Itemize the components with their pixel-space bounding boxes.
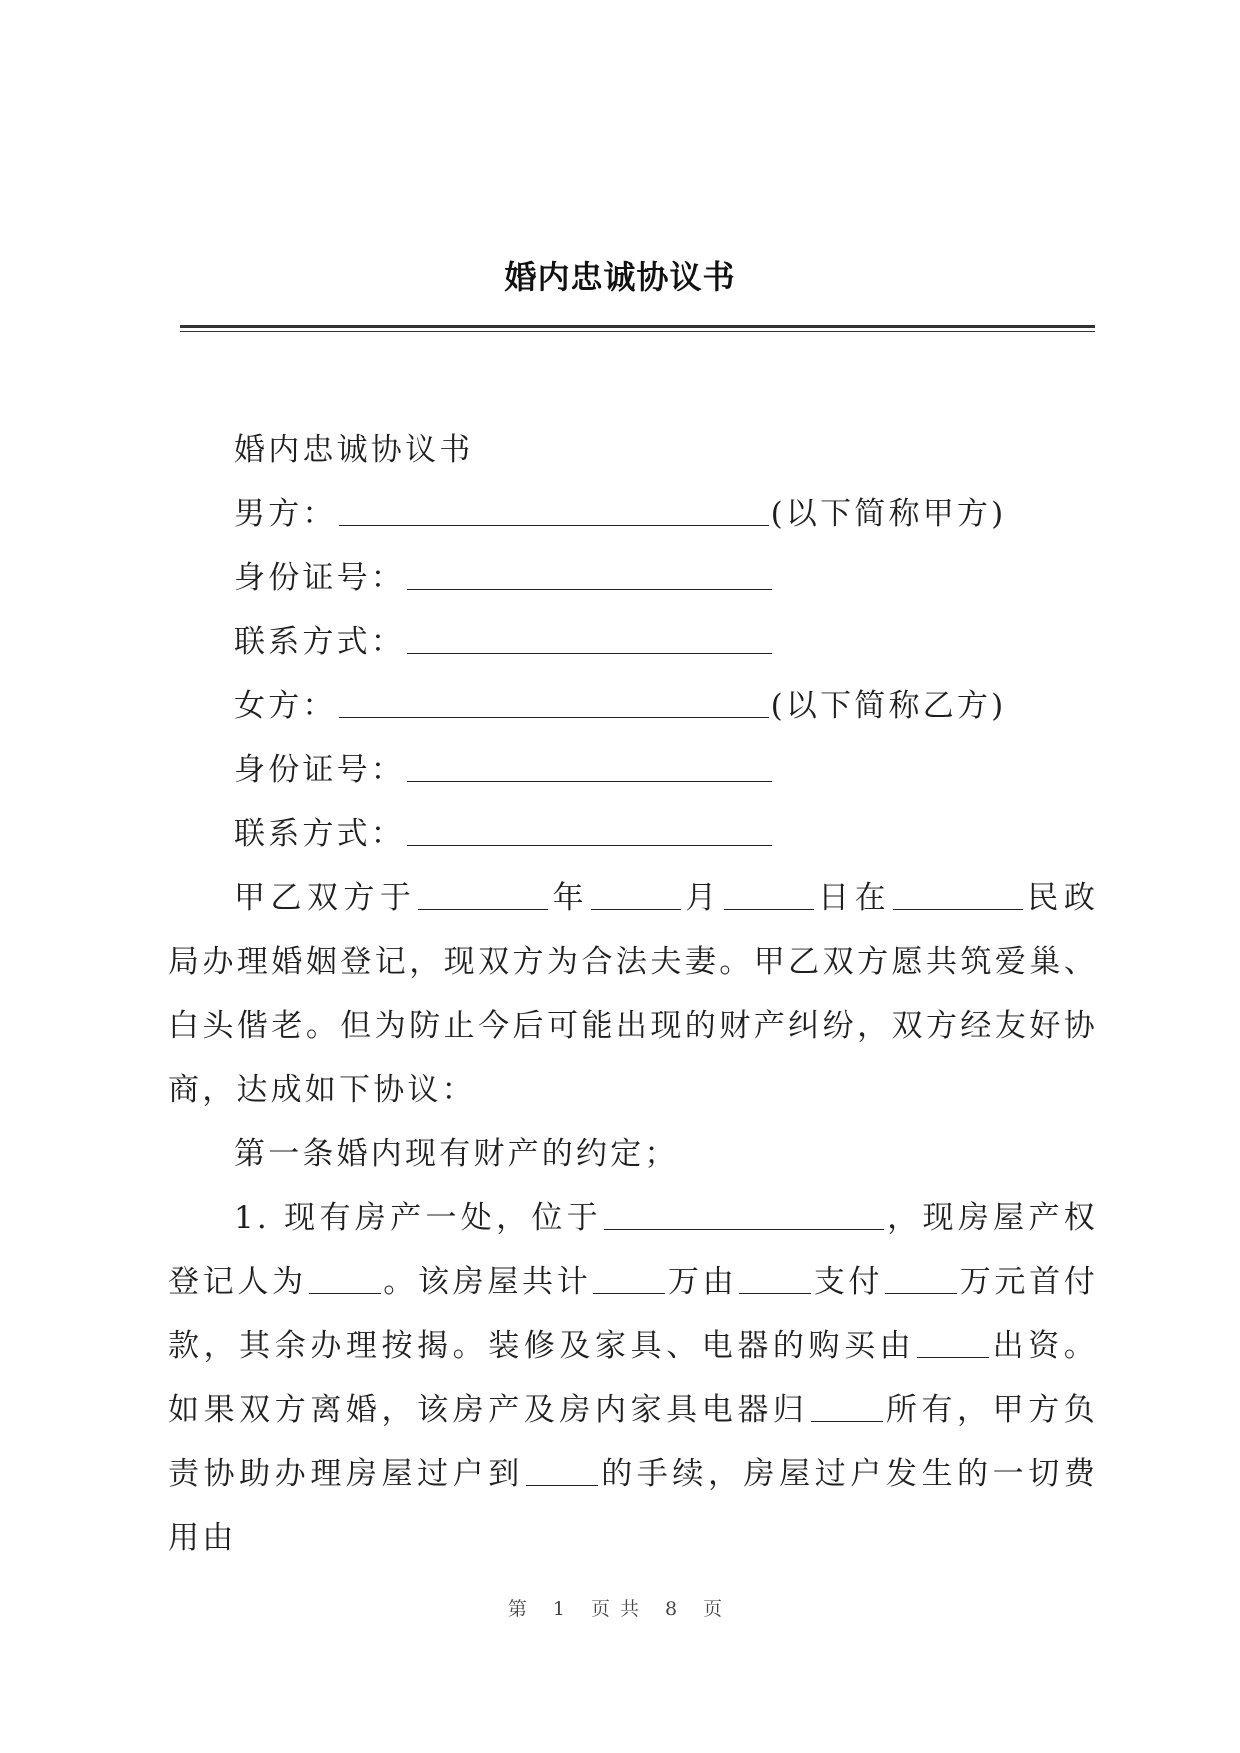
female-id-blank (407, 751, 772, 782)
male-suffix: (以下简称甲方) (770, 496, 1007, 532)
female-contact-line (168, 802, 1098, 866)
total-price-blank (593, 1263, 665, 1294)
item1-text-d: 万由 (667, 1264, 738, 1300)
reg-month-blank (591, 879, 681, 910)
doc-title-line: 婚内忠诚协议书 (234, 432, 474, 468)
male-line (168, 482, 1098, 546)
male-id-line (168, 546, 1098, 610)
item1-text-c: 。该房屋共计 (382, 1264, 592, 1300)
male-contact-line (168, 610, 1098, 674)
female-line (168, 674, 1098, 738)
property-location-blank (604, 1199, 884, 1230)
reg-text-rest: 办理婚姻登记，现双方为合法夫妻。甲乙双方愿共筑爱巢、白头偕老。但为防止今后可能出现的财产纠纷，双方经友好协商，达成如下协议： (168, 944, 1099, 1108)
page-title: 婚内忠诚协议书 (504, 258, 736, 296)
reg-year-blank (418, 879, 548, 910)
article-1-title: 第一条婚内现有财产的约定； (234, 1136, 679, 1172)
item1-text-g: 出资。如果双方离婚，该房产及房内家具电器归 (168, 1328, 1098, 1428)
item1-text-f: 万元首付款，其余办理按揭。装修及家具、电器的购买由 (168, 1264, 1098, 1364)
female-id-line (168, 738, 1098, 802)
male-contact-label: 联系方式： (234, 624, 405, 660)
male-name-blank (339, 495, 769, 526)
female-suffix: (以下简称乙方) (770, 688, 1007, 724)
reg-bureau-blank (893, 879, 1023, 910)
reg-day-blank (724, 879, 814, 910)
item1-text-b: ，现房屋产权登记人为 (168, 1200, 1098, 1300)
item1-text-i: 的手续，房屋过户发生的一切费用由 (168, 1456, 1098, 1556)
item1-text-h: 所有，甲方负责协助办理房屋过户到 (168, 1392, 1098, 1492)
female-label: 女方： (234, 688, 337, 724)
item1-text-a: 1. 现有房产一处，位于 (234, 1200, 603, 1236)
title-divider-thin (180, 331, 1095, 332)
female-contact-label: 联系方式： (234, 816, 405, 852)
title-divider (180, 325, 1095, 328)
registration-paragraph (168, 866, 1098, 1122)
male-id-label: 身份证号： (234, 560, 405, 596)
article-1-item-1 (168, 1186, 1098, 1570)
male-contact-blank (407, 623, 772, 654)
male-label: 男方： (234, 496, 337, 532)
transfer-to-blank (526, 1455, 598, 1486)
decoration-funder-blank (917, 1327, 989, 1358)
payer-blank (739, 1263, 811, 1294)
reg-year-label: 年 (550, 880, 590, 916)
registrant-blank (309, 1263, 381, 1294)
down-payment-blank (885, 1263, 957, 1294)
page-number: 第 1 页共 8 页 (507, 1598, 733, 1620)
owner-after-divorce-blank (811, 1391, 883, 1422)
reg-text-1: 甲乙双方于 (234, 880, 417, 916)
document-body (168, 418, 1098, 1570)
item1-text-e: 支付 (813, 1264, 884, 1300)
female-id-label: 身份证号： (234, 752, 405, 788)
reg-month-label: 月 (683, 880, 722, 916)
male-id-blank (407, 559, 772, 590)
female-name-blank (339, 687, 769, 718)
reg-day-label: 日在 (815, 880, 892, 916)
female-contact-blank (407, 815, 772, 846)
reg-bureau-label: 民政局 (168, 880, 1099, 980)
